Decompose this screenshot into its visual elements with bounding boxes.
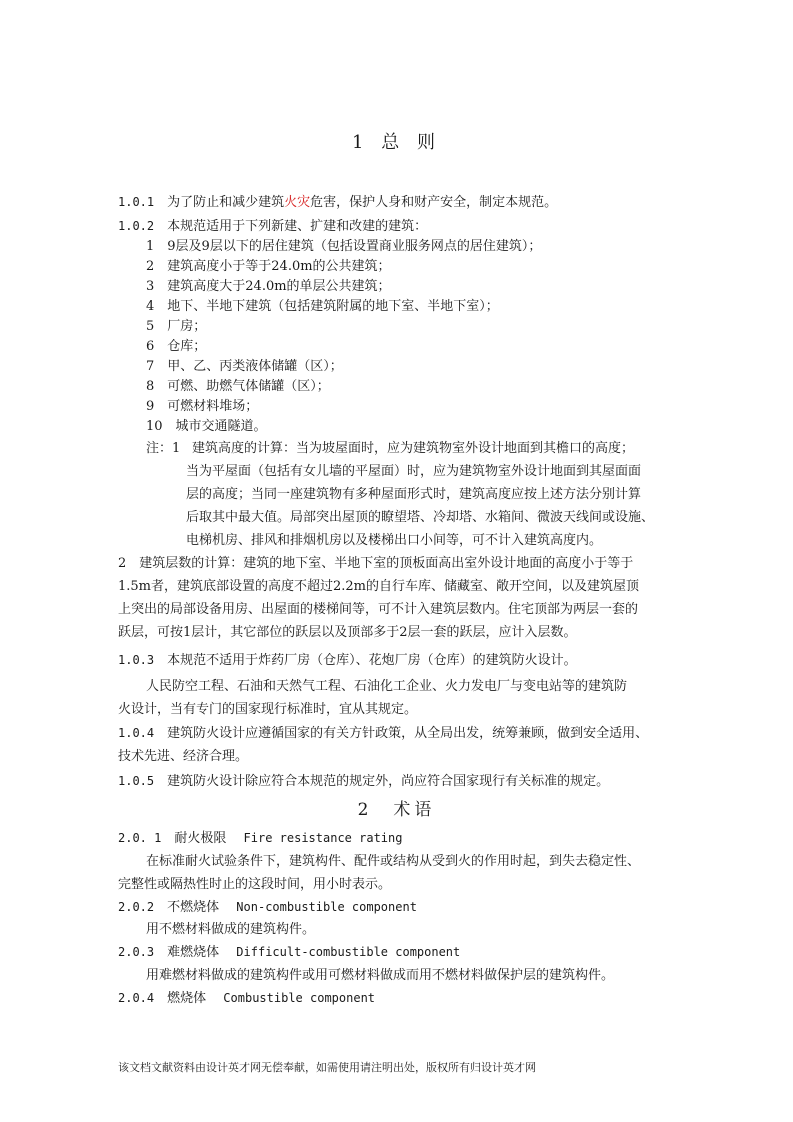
clause-number: 1.0.4: [118, 726, 155, 740]
clause-para: 人民防空工程、石油和天然气工程、石油化工企业、火力发电厂与变电站等的建筑防: [146, 679, 628, 694]
term-cn: 不燃烧体: [167, 900, 220, 915]
list-item: 3 建筑高度大于24.0m的单层公共建筑；: [146, 279, 391, 294]
term-2-0-1: [118, 828, 402, 849]
list-item: 7 甲、乙、丙类液体储罐（区）；: [146, 359, 343, 374]
term-definition: 用难燃材料做成的建筑构件或用可燃材料做成而用不燃材料做保护层的建筑构件。: [146, 968, 615, 983]
term-cn: 难燃烧体: [167, 945, 220, 960]
clause-text: 建筑防火设计除应符合本规范的规定外，尚应符合国家现行有关标准的规定。: [167, 774, 610, 789]
clause-number: 1.0.3: [118, 653, 155, 667]
term-2-0-2: [118, 897, 417, 918]
list-item: 10 城市交通隧道。: [146, 419, 267, 434]
clause-1-0-4: [118, 723, 648, 744]
note2-line: 1.5m者，建筑底部设置的高度不超过2.2m的自行车库、储藏室、敞开空间，以及建筑屋顶: [118, 579, 640, 594]
term-2-0-4: [118, 988, 375, 1009]
chapter2-title: 2 术语: [357, 800, 436, 820]
list-item: 6 仓库；: [146, 339, 207, 354]
term-cn: 燃烧体: [167, 991, 207, 1006]
note-label: 注：1: [146, 441, 181, 456]
note2-line: 上突出的局部设备用房、出屋面的楼梯间等，可不计入建筑层数内。住宅顶部为两层一套的: [118, 602, 639, 617]
highlight-fire: 火灾: [284, 195, 311, 210]
clause-number: 1.0.1: [118, 195, 155, 209]
term-2-0-3: [118, 942, 460, 963]
note-line: 后取其中最大值。局部突出屋顶的瞭望塔、冷却塔、水箱间、微波天线间或设施、: [186, 510, 655, 525]
chapter1-title: 1 总 则: [352, 132, 441, 153]
term-en: Fire resistance rating: [243, 831, 403, 845]
note-line: 当为平屋面（包括有女儿墙的平屋面）时，应为建筑物室外设计地面到其屋面面: [186, 464, 642, 479]
note2-line: 跃层，可按1层计，其它部位的跃层以及顶部多于2层一套的跃层，应计入层数。: [118, 625, 577, 640]
clause-text-pre: 为了防止和减少建筑: [167, 195, 285, 210]
term-number: 2.0.2: [118, 900, 155, 914]
clause-text: 本规范适用于下列新建、扩建和改建的建筑：: [167, 219, 428, 234]
clause-text: 建筑防火设计应遵循国家的有关方针政策，从全局出发，统筹兼顾，做到安全适用、: [167, 726, 649, 741]
term-number: 2.0.4: [118, 991, 155, 1005]
term-definition: 用不燃材料做成的建筑构件。: [146, 922, 316, 937]
list-item: 1 9层及9层以下的居住建筑（包括设置商业服务网点的居住建筑）；: [146, 239, 542, 254]
clause-text-post: 危害，保护人身和财产安全，制定本规范。: [310, 195, 558, 210]
clause-cont: 技术先进、经济合理。: [118, 749, 249, 764]
clause-number: 1.0.5: [118, 774, 155, 788]
term-definition: 完整性或隔热性时止的这段时间，用小时表示。: [118, 877, 392, 892]
term-number: 2.0.3: [118, 945, 155, 959]
clause-1-0-2: [118, 216, 427, 237]
list-item: 4 地下、半地下建筑（包括建筑附属的地下室、半地下室）；: [146, 299, 499, 314]
term-definition: 在标准耐火试验条件下，建筑构件、配件或结构从受到火的作用时起，到失去稳定性、: [146, 854, 641, 869]
clause-1-0-1: [118, 192, 557, 213]
term-en: Non-combustible component: [236, 900, 417, 914]
clause-1-0-5: [118, 771, 609, 792]
footer-notice: 该文档文献资料由设计英才网无偿奉献，如需使用请注明出处，版权所有归设计英才网: [118, 1061, 536, 1074]
term-en: Difficult-combustible component: [236, 945, 461, 959]
list-item: 2 建筑高度小于等于24.0m的公共建筑；: [146, 259, 391, 274]
note-line: 层的高度；当同一座建筑物有多种屋面形式时，建筑高度应按上述方法分别计算: [186, 487, 642, 502]
note-line: 建筑高度的计算：当为坡屋面时，应为建筑物室外设计地面到其檐口的高度；: [192, 441, 635, 456]
term-cn: 耐火极限: [174, 831, 227, 846]
clause-para: 火设计，当有专门的国家现行标准时，宜从其规定。: [118, 702, 418, 717]
note-line: 电梯机房、排风和排烟机房以及楼梯出口小间等，可不计入建筑高度内。: [186, 533, 603, 548]
list-item: 8 可燃、助燃气体储罐（区）；: [146, 379, 330, 394]
term-number: 2.0. 1: [118, 831, 162, 845]
term-en: Combustible component: [223, 991, 376, 1005]
list-item: 9 可燃材料堆场；: [146, 399, 259, 414]
list-item: 5 厂房；: [146, 319, 207, 334]
note2-line: 2 建筑层数的计算：建筑的地下室、半地下室的顶板面高出室外设计地面的高度小于等于: [118, 556, 634, 571]
clause-number: 1.0.2: [118, 219, 155, 233]
clause-text: 本规范不适用于炸药厂房（仓库）、花炮厂房（仓库）的建筑防火设计。: [167, 653, 577, 668]
clause-1-0-3: [118, 650, 577, 671]
